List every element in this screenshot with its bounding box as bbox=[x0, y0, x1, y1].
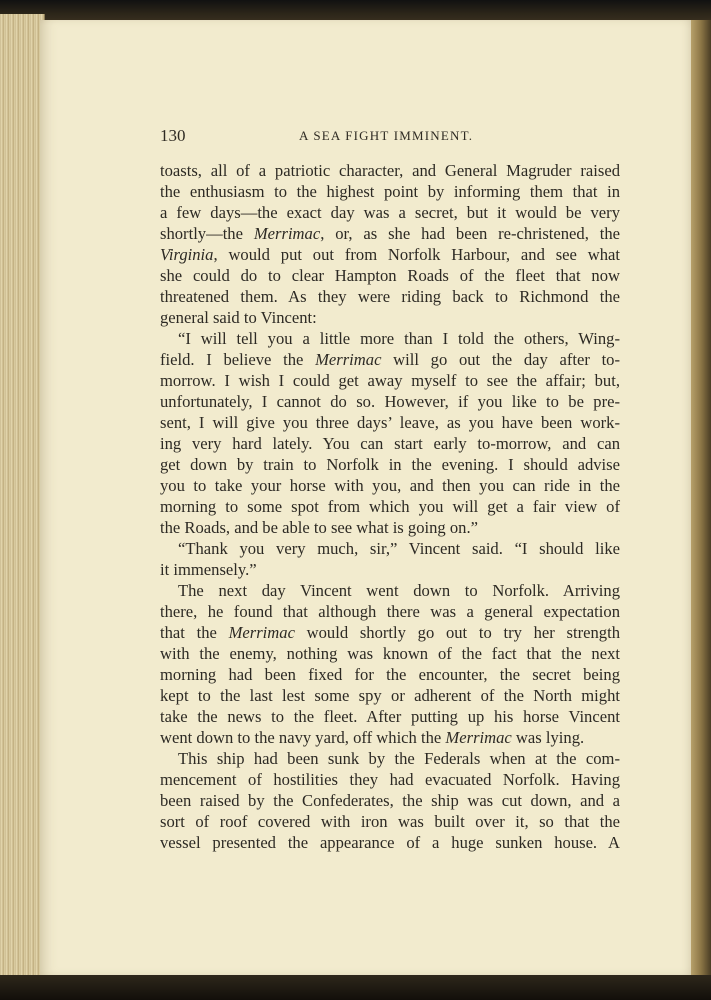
text-segment: general said to Vincent: bbox=[160, 308, 317, 327]
text-line bbox=[160, 559, 620, 580]
text-line bbox=[160, 664, 620, 685]
text-segment: take the news to the fleet. After putting up his horse Vincent bbox=[160, 707, 620, 726]
text-line bbox=[160, 244, 620, 265]
text-line bbox=[160, 811, 620, 832]
text-line bbox=[160, 748, 620, 769]
text-segment: that the bbox=[160, 623, 229, 642]
text-line bbox=[160, 790, 620, 811]
text-segment: , or, as she had been re-christened, the bbox=[320, 224, 621, 243]
text-segment: toasts, all of a patriotic character, and General Magruder raised bbox=[160, 161, 620, 180]
text-segment: sent, I will give you three days’ leave, as you have been work- bbox=[160, 413, 620, 432]
text-line bbox=[160, 685, 620, 706]
text-line bbox=[160, 517, 620, 538]
text-segment: it immensely.” bbox=[160, 560, 257, 579]
body-text bbox=[160, 160, 620, 853]
text-segment: morning to some spot from which you will get a fair view of bbox=[160, 497, 620, 516]
text-segment: field. I believe the bbox=[160, 350, 316, 369]
page-number: 130 bbox=[160, 126, 186, 145]
text-segment: was lying. bbox=[511, 728, 585, 747]
book-page-edges bbox=[0, 14, 45, 989]
text-segment: been raised by the Confederates, the ship was cut down, and a bbox=[160, 791, 620, 810]
text-line bbox=[160, 265, 620, 286]
text-line bbox=[160, 727, 620, 748]
text-segment: with the enemy, nothing was known of the fact that the next bbox=[160, 644, 620, 663]
text-line bbox=[160, 181, 620, 202]
text-line bbox=[160, 160, 620, 181]
italic-ship-name: Merrimac bbox=[315, 350, 382, 369]
text-line bbox=[160, 832, 620, 853]
book-right-edge bbox=[691, 20, 711, 980]
text-line bbox=[160, 622, 620, 643]
text-line bbox=[160, 601, 620, 622]
text-segment: sort of roof covered with iron was built over it, so that the bbox=[160, 812, 620, 831]
text-segment: ing very hard lately. You can start early to-morrow, and can bbox=[160, 434, 620, 453]
text-segment: went down to the navy yard, off which the bbox=[160, 728, 446, 747]
scan-bottom-border bbox=[0, 975, 711, 1000]
text-line bbox=[160, 769, 620, 790]
italic-ship-name: Virginia bbox=[160, 245, 214, 264]
italic-ship-name: Merrimac bbox=[253, 224, 321, 243]
text-line bbox=[160, 643, 620, 664]
text-line bbox=[160, 370, 620, 391]
text-segment: you to take your horse with you, and then you can ride in the bbox=[160, 476, 620, 495]
text-segment: she could do to clear Hampton Roads of the fleet that now bbox=[160, 266, 620, 285]
text-segment: the enthusiasm to the highest point by informing them that in bbox=[160, 182, 620, 201]
scan-top-border bbox=[0, 0, 711, 22]
text-segment: a few days—the exact day was a secret, but it would be very bbox=[160, 203, 620, 222]
text-segment: unfortunately, I cannot do so. However, if you like to be pre- bbox=[160, 392, 620, 411]
text-line bbox=[160, 538, 620, 559]
text-segment: there, he found that although there was a general expectation bbox=[160, 602, 620, 621]
text-segment: shortly—the bbox=[160, 224, 254, 243]
text-segment: This ship had been sunk by the Federals when at the com- bbox=[178, 749, 620, 768]
text-segment: The next day Vincent went down to Norfolk. Arriving bbox=[178, 581, 620, 600]
text-line bbox=[160, 454, 620, 475]
text-line bbox=[160, 286, 620, 307]
text-line bbox=[160, 412, 620, 433]
text-segment: morrow. I wish I could get away myself to see the affair; but, bbox=[160, 371, 620, 390]
italic-ship-name: Merrimac bbox=[445, 728, 512, 747]
page-header bbox=[160, 126, 620, 150]
text-segment: mencement of hostilities they had evacuated Norfolk. Having bbox=[160, 770, 620, 789]
text-segment: “Thank you very much, sir,” Vincent said. “I should like bbox=[178, 539, 620, 558]
italic-ship-name: Merrimac bbox=[228, 623, 295, 642]
text-segment: threatened them. As they were riding back to Richmond the bbox=[160, 287, 620, 306]
text-segment: the Roads, and be able to see what is going on.” bbox=[160, 518, 478, 537]
text-line bbox=[160, 580, 620, 601]
text-segment: morning had been fixed for the encounter, the secret being bbox=[160, 665, 620, 684]
text-segment: would shortly go out to try her strength bbox=[294, 623, 620, 642]
text-line bbox=[160, 433, 620, 454]
text-line bbox=[160, 391, 620, 412]
text-line bbox=[160, 706, 620, 727]
text-line bbox=[160, 496, 620, 517]
text-line bbox=[160, 307, 620, 328]
text-line bbox=[160, 202, 620, 223]
text-segment: “I will tell you a little more than I told the others, Wing- bbox=[178, 329, 620, 348]
text-line bbox=[160, 223, 620, 244]
text-segment: , would put out from Norfolk Harbour, and see what bbox=[213, 245, 620, 264]
running-title: A SEA FIGHT IMMINENT. bbox=[299, 128, 474, 143]
text-segment: kept to the last lest some spy or adherent of the North might bbox=[160, 686, 620, 705]
text-segment: will go out the day after to- bbox=[381, 350, 621, 369]
text-line bbox=[160, 349, 620, 370]
text-segment: vessel presented the appearance of a huge sunken house. A bbox=[160, 833, 620, 852]
text-line bbox=[160, 475, 620, 496]
text-line bbox=[160, 328, 620, 349]
text-segment: get down by train to Norfolk in the evening. I should advise bbox=[160, 455, 620, 474]
